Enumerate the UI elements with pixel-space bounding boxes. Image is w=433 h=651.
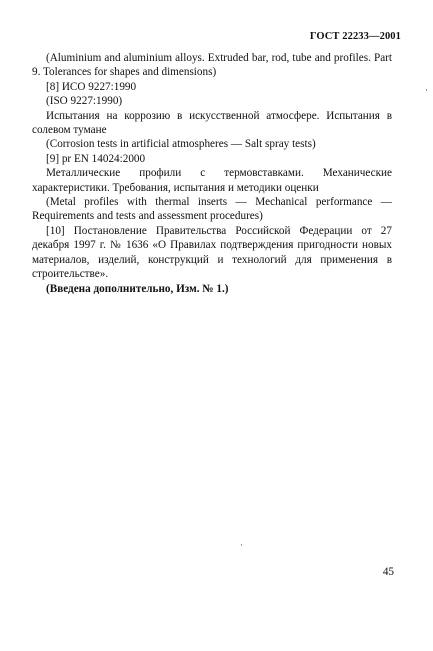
paragraph-corrosion-en: (Corrosion tests in artificial atmospheres — Salt spray tests) bbox=[46, 138, 316, 151]
scan-speck: · bbox=[240, 540, 243, 550]
document-body bbox=[32, 51, 392, 296]
paragraph-ref-9: [9] pr EN 14024:2000 bbox=[46, 152, 146, 165]
paragraph-corrosion-ru: Испытания на коррозию в искусственной атмосфере. Испытания в солевом тумане bbox=[32, 109, 392, 137]
paragraph-aluminium-title: (Aluminium and aluminium alloys. Extruded bar, rod, tube and profiles. Part 9. Tolerances for shapes and dimensions) bbox=[32, 52, 392, 79]
paragraph-iso-9227: (ISO 9227:1990) bbox=[46, 95, 123, 108]
amendment-note: (Введена дополнительно, Изм. № 1.) bbox=[46, 282, 229, 295]
paragraph-ref-10: [10] Постановление Правительства Российской Федерации от 27 декабря 1997 г. № 1636 «О Правилах подтверждения пригодности новых материалов, изделий, конструкций и технологий для применения в строительстве». bbox=[32, 224, 392, 281]
paragraph-metal-profiles-ru: Металлические профили с термовставками. Механические характеристики. Требования, испытания и методики оценки bbox=[32, 167, 392, 194]
paragraph-metal-profiles-en: (Metal profiles with thermal inserts — Mechanical performance — Requirements and tests and assessment procedures) bbox=[32, 196, 392, 223]
paragraph-ref-8: [8] ИСО 9227:1990 bbox=[46, 80, 137, 93]
document-code-header: ГОСТ 22233—2001 bbox=[309, 31, 401, 42]
scan-speck: · bbox=[425, 85, 428, 95]
page-number: 45 bbox=[382, 566, 394, 578]
